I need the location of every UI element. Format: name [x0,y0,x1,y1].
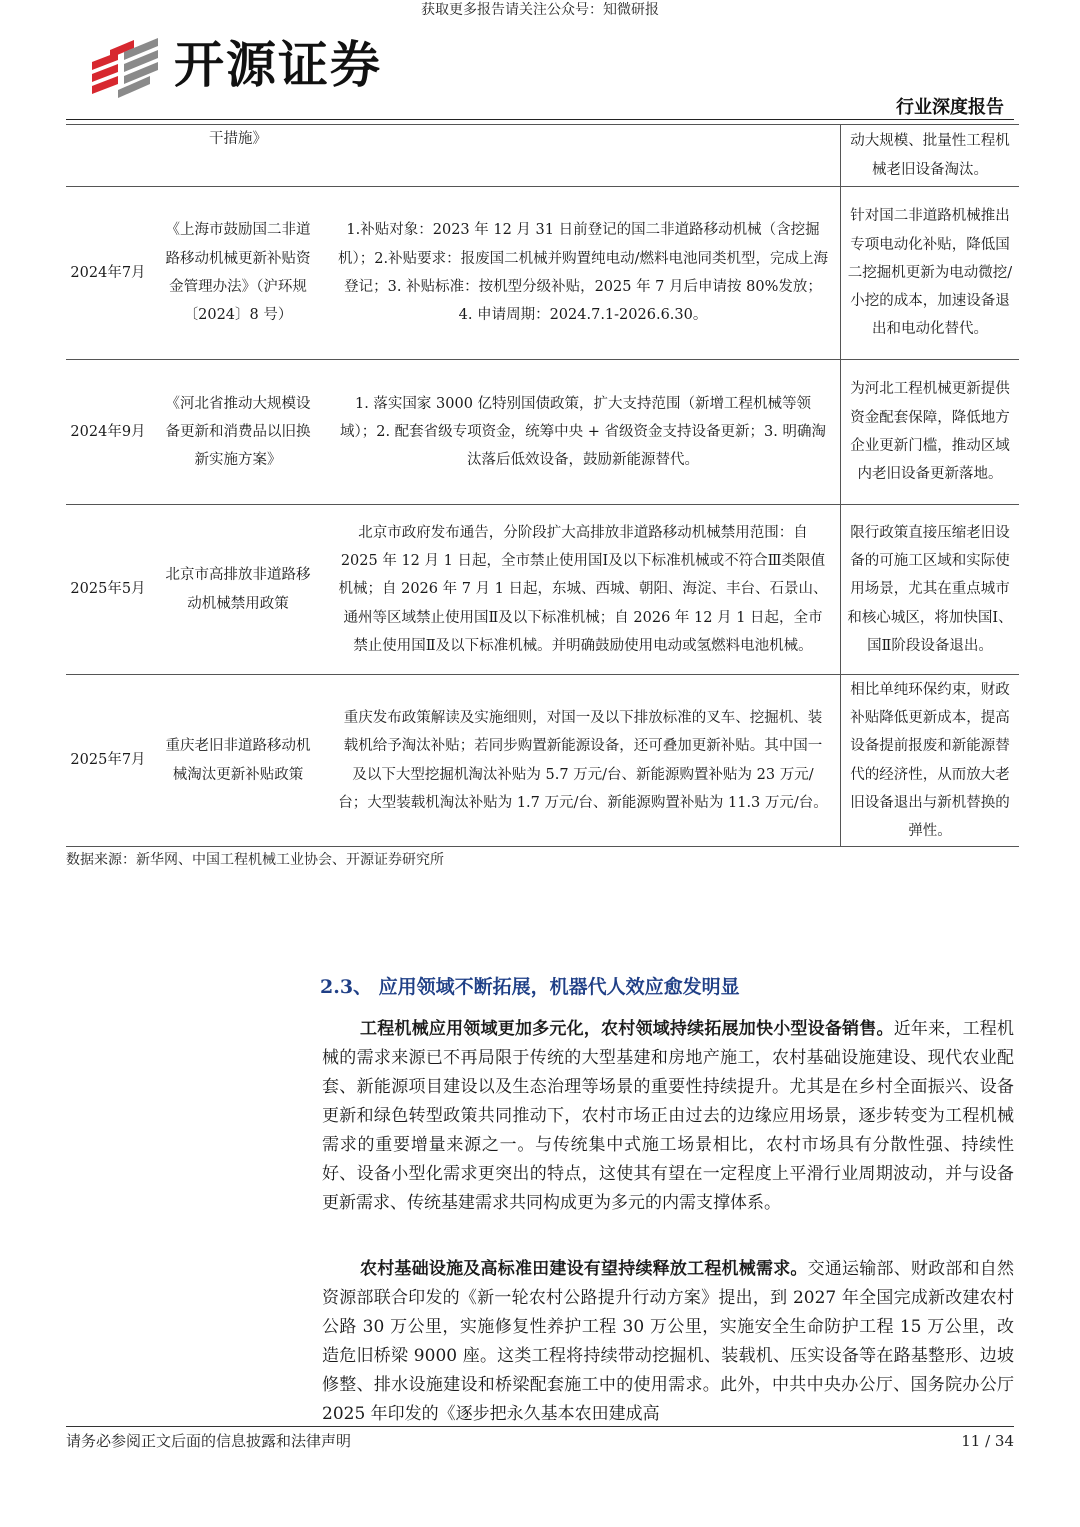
policy-impact: 限行政策直接压缩老旧设备的可施工区域和实际使用场景，尤其在重点城市和核心城区，将加快国Ⅰ、国Ⅱ阶段设备退出。 [841,505,1020,675]
footer-divider [66,1426,1014,1427]
policy-date: 2025年5月 [66,505,150,675]
policy-name: 干措施》 [150,125,326,187]
table-row [66,125,1019,187]
body-paragraph [322,1255,1014,1429]
policy-date: 2024年7月 [66,187,150,360]
policy-impact: 动大规模、批量性工程机械老旧设备淘汰。 [841,125,1020,187]
body-paragraph [322,1015,1014,1218]
policy-detail [326,125,841,187]
footer-disclaimer: 请务必参阅正文后面的信息披露和法律声明 [66,1432,352,1450]
policy-name: 《上海市鼓励国二非道路移动机械更新补贴资金管理办法》（沪环规〔2024〕8 号） [150,187,326,360]
policy-detail: 1. 落实国家 3000 亿特别国债政策，扩大支持范围（新增工程机械等领域）；2. 配套省级专项资金，统筹中央 + 省级资金支持设备更新；3. 明确淘汰落后低效设备，鼓励新能源替代。 [326,360,841,505]
policy-date: 2024年9月 [66,360,150,505]
section-heading: 2.3、 应用领域不断拓展，机器代人效应愈发明显 [320,976,740,998]
paragraph-text: 近年来，工程机械的需求来源已不再局限于传统的大型基建和房地产施工，农村基础设施建设、现代农业配套、新能源项目建设以及生态治理等场景的重要性持续提升。尤其是在乡村全面振兴、设备更新和绿色转型政策共同推动下，农村市场正由过去的边缘应用场景，逐步转变为工程机械需求的重要增量来源之一。与传统集中式施工场景相比，农村市场具有分散性强、持续性好、设备小型化需求更突出的特点，这使其有望在一定程度上平滑行业周期波动，并与设备更新需求、传统基建需求共同构成更为多元的内需支撑体系。 [322,1019,1015,1213]
company-logo [88,30,428,102]
policy-date: 2025年7月 [66,675,150,847]
policy-impact: 相比单纯环保约束，财政补贴降低更新成本，提高设备提前报废和新能源替代的经济性，从而放大老旧设备退出与新机替换的弹性。 [841,675,1020,847]
table-row [66,360,1019,505]
policy-date [66,125,150,187]
paragraph-lead: 工程机械应用领域更加多元化，农村领域持续拓展加快小型设备销售。 [360,1019,894,1039]
paragraph-text: 交通运输部、财政部和自然资源部联合印发的《新一轮农村公路提升行动方案》提出，到 2027 年全国完成新改建农村公路 30 万公里，实施修复性养护工程 30 万公里，实施安全生命防护工程 15 万公里，改造危旧桥梁 9000 座。这类工程将持续带动挖掘机、装载机、压实设备等在路基整形、边坡修整、排水设施建设和桥梁配套施工中的使用需求。此外，中共中央办公厅、国务院办公厅 2025 年印发的《逐步把永久基本农田建成高 [322,1259,1015,1424]
policy-name: 北京市高排放非道路移动机械禁用政策 [150,505,326,675]
table-row [66,505,1019,675]
header-divider [66,119,1014,120]
policy-impact: 为河北工程机械更新提供资金配套保障，降低地方企业更新门槛，推动区域内老旧设备更新落地。 [841,360,1020,505]
policy-table [66,124,1019,847]
policy-detail: 1.补贴对象：2023 年 12 月 31 日前登记的国二非道路移动机械（含挖掘机）；2.补贴要求：报废国二机械并购置纯电动/燃料电池同类机型，完成上海登记；3. 补贴标准：按机型分级补贴，2025 年 7 月后申请按 80%发放；4. 申请周期：2024.7.1-2026.6.30。 [326,187,841,360]
policy-detail: 北京市政府发布通告，分阶段扩大高排放非道路移动机械禁用范围：自 2025 年 12 月 1 日起，全市禁止使用国Ⅰ及以下标准机械或不符合Ⅲ类限值机械；自 2026 年 7 月 1 日起，东城、西城、朝阳、海淀、丰台、石景山、通州等区域禁止使用国Ⅱ及以下标准机械；自 2026 年 12 月 1 日起，全市禁止使用国Ⅱ及以下标准机械。并明确鼓励使用电动或氢燃料电池机械。 [326,505,841,675]
table-row [66,187,1019,360]
table-source-note: 数据来源：新华网、中国工程机械工业协会、开源证券研究所 [66,852,444,868]
paragraph-lead: 农村基础设施及高标准田建设有望持续释放工程机械需求。 [360,1259,808,1279]
page-number: 11 / 34 [961,1432,1014,1450]
policy-detail: 重庆发布政策解读及实施细则，对国一及以下排放标准的叉车、挖掘机、装载机给予淘汰补贴；若同步购置新能源设备，还可叠加更新补贴。其中国一及以下大型挖掘机淘汰补贴为 5.7 万元/台、新能源购置补贴为 23 万元/台；大型装载机淘汰补贴为 1.7 万元/台、新能源购置补贴为 11.3 万元/台。 [326,675,841,847]
report-type-label: 行业深度报告 [896,97,1004,118]
top-banner: 获取更多报告请关注公众号：知微研报 [421,2,659,18]
policy-name: 重庆老旧非道路移动机械淘汰更新补贴政策 [150,675,326,847]
policy-name: 《河北省推动大规模设备更新和消费品以旧换新实施方案》 [150,360,326,505]
company-name: 开源证券 [174,36,382,94]
policy-impact: 针对国二非道路机械推出专项电动化补贴，降低国二挖掘机更新为电动微挖/小挖的成本，加速设备退出和电动化替代。 [841,187,1020,360]
table-row [66,675,1019,847]
kaiyuan-securities-logo-icon [88,34,162,98]
